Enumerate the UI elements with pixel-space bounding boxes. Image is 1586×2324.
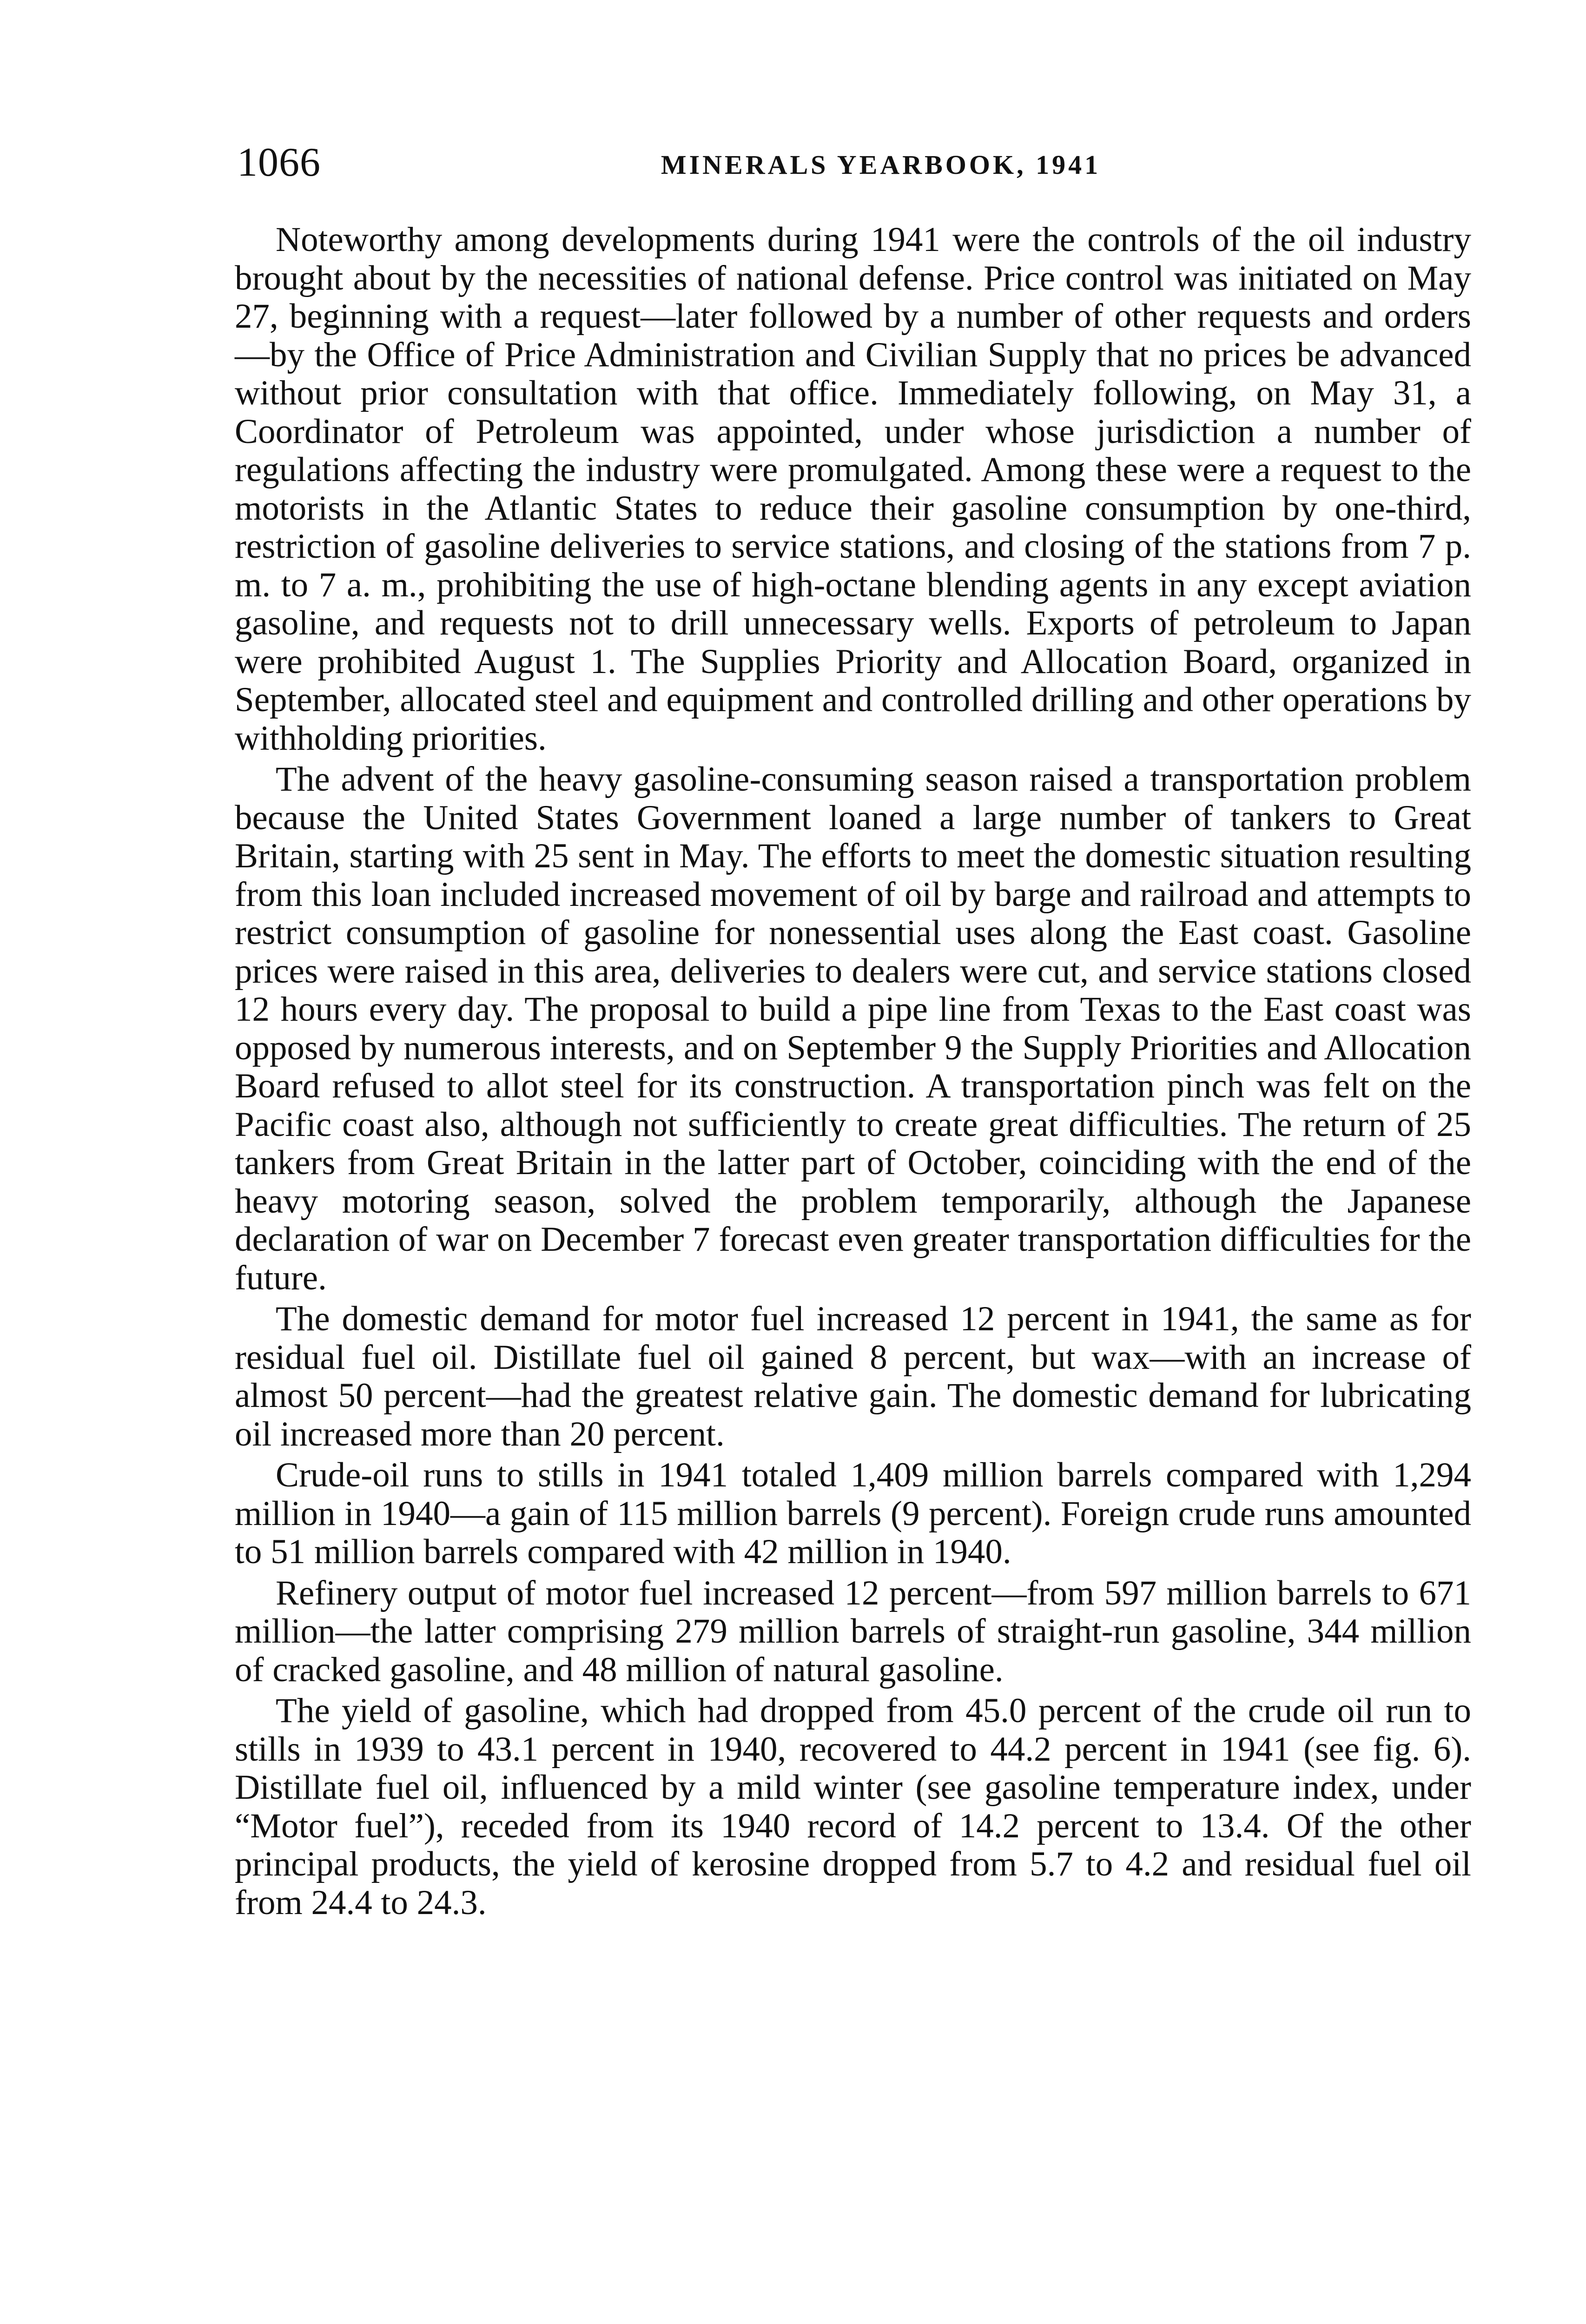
running-head: MINERALS YEARBOOK, 1941 <box>661 150 1101 180</box>
page-header <box>237 137 1487 188</box>
page-number: 1066 <box>237 140 321 185</box>
paragraph-domestic-demand: The domestic demand for motor fuel increased 12 percent in 1941, the same as for residual fuel oil. Distillate fuel oil gained 8 percent, but wax—with an increase of almost 50 percent—had the greatest relative gain. The domestic demand for lubricating oil increased more than 20 percent. <box>235 1300 1471 1453</box>
paragraph-defense-controls: Noteworthy among developments during 1941 were the controls of the oil industry brought about by the necessities of national defense. Price control was initiated on May 27, beginning with a request—later followed by a number of other requests and orders—by the Office of Price Administration and Civilian Supply that no prices be advanced without prior consultation with that office. Immediately following, on May 31, a Coordinator of Petroleum was appointed, under whose jurisdiction a number of regulations affecting the industry were promulgated. Among these were a request to the motorists in the Atlantic States to reduce their gasoline consumption by one-third, restriction of gasoline deliveries to service stations, and closing of the stations from 7 p. m. to 7 a. m., prohibiting the use of high-octane blending agents in any except aviation gasoline, and requests not to drill unnecessary wells. Exports of petroleum to Japan were prohibited August 1. The Supplies Priority and Allocation Board, organized in September, allocated steel and equipment and controlled drilling and other operations by withholding priorities. <box>235 220 1471 758</box>
paragraph-transportation: The advent of the heavy gasoline-consuming season raised a transportation problem because the United States Government loaned a large number of tankers to Great Britain, starting with 25 sent in May. The efforts to meet the domestic situation resulting from this loan included increased movement of oil by barge and railroad and attempts to restrict consumption of gasoline for nonessential uses along the East coast. Gasoline prices were raised in this area, deliveries to dealers were cut, and service stations closed 12 hours every day. The proposal to build a pipe line from Texas to the East coast was opposed by numerous interests, and on September 9 the Supply Priorities and Allocation Board refused to allot steel for its construction. A transportation pinch was felt on the Pacific coast also, although not sufficiently to create great difficulties. The return of 25 tankers from Great Britain in the latter part of October, coinciding with the end of the heavy motoring season, solved the problem temporarily, although the Japanese declaration of war on December 7 forecast even greater transportation difficulties for the future. <box>235 760 1471 1297</box>
paragraph-crude-runs: Crude-oil runs to stills in 1941 totaled 1,409 million barrels compared with 1,294 million in 1940—a gain of 115 million barrels (9 percent). Foreign crude runs amounted to 51 million barrels compared with 42 million in 1940. <box>235 1456 1471 1571</box>
text-body <box>235 221 1471 1925</box>
paragraph-yields: The yield of gasoline, which had dropped from 45.0 percent of the crude oil run to stills in 1939 to 43.1 percent in 1940, recovered to 44.2 percent in 1941 (see fig. 6). Distillate fuel oil, influenced by a mild winter (see gasoline temperature index, under “Motor fuel”), receded from its 1940 record of 14.2 percent to 13.4. Of the other principal products, the yield of kerosine dropped from 5.7 to 4.2 and residual fuel oil from 24.4 to 24.3. <box>235 1691 1471 1922</box>
paragraph-motor-fuel-output: Refinery output of motor fuel increased 12 percent—from 597 million barrels to 671 million—the latter comprising 279 million barrels of straight-run gasoline, 344 million of cracked gasoline, and 48 million of natural gasoline. <box>235 1573 1471 1689</box>
